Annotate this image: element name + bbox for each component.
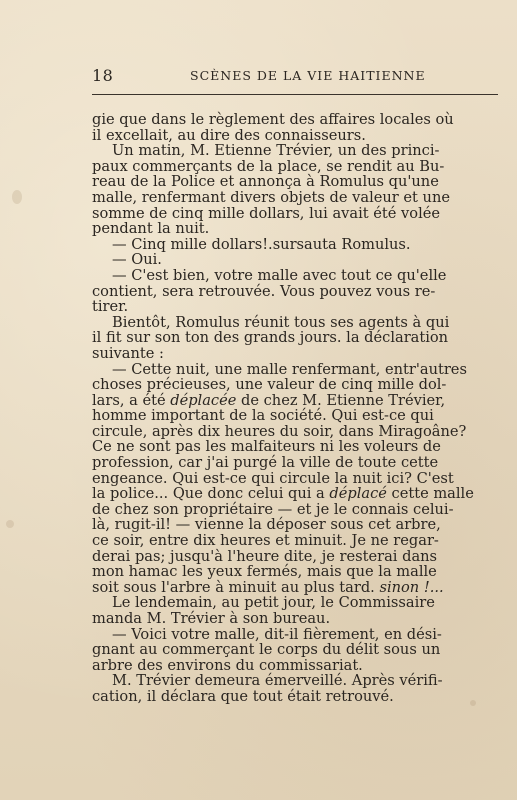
text-run: profession, car j'ai purgé la ville de toute cette	[92, 454, 439, 472]
text-run: là, rugit-il! — vienne la déposer sous cet arbre,	[92, 516, 441, 534]
text-run: malle, renfermant divers objets de valeur et une	[92, 188, 450, 206]
text-line	[92, 112, 502, 128]
text-line	[92, 252, 502, 268]
text-run: soit sous l'arbre à minuit au plus tard.	[92, 578, 380, 596]
header-rule	[92, 94, 498, 95]
text-line	[92, 424, 502, 440]
text-run: tirer.	[92, 298, 129, 316]
text-run: — Cette nuit, une malle renfermant, entr'autres	[112, 360, 467, 378]
text-line	[92, 486, 502, 502]
text-line	[92, 268, 502, 284]
italic-run: déplacée	[170, 391, 237, 409]
text-line	[92, 190, 502, 206]
text-run: homme important de la société. Qui est-ce qui	[92, 407, 434, 425]
text-line	[92, 299, 502, 315]
text-run: derai pas; jusqu'à l'heure dite, je resterai dans	[92, 547, 438, 565]
body-text	[92, 112, 502, 705]
text-run: pendant la nuit.	[92, 220, 210, 238]
paper-stain	[6, 520, 14, 528]
text-run: contient, sera retrouvée. Vous pouvez vous re-	[92, 282, 436, 300]
text-line	[92, 143, 502, 159]
text-line	[92, 408, 502, 424]
text-line	[92, 502, 502, 518]
text-line	[92, 128, 502, 144]
text-run: M. Trévier demeura émerveillé. Après vérifi-	[112, 672, 443, 690]
text-run: de chez son propriétaire — et je le connais celui-	[92, 500, 454, 518]
text-line	[92, 346, 502, 362]
text-run: gie que dans le règlement des affaires locales où	[92, 111, 454, 128]
text-line	[92, 439, 502, 455]
text-run: la police... Que donc celui qui a	[92, 485, 330, 503]
italic-run: déplacé	[329, 485, 387, 503]
italic-run: sinon !...	[379, 578, 444, 596]
text-line	[92, 284, 502, 300]
text-run: reau de la Police et annonça à Romulus qu'une	[92, 173, 439, 191]
text-run: ce soir, entre dix heures et minuit. Je ne regar-	[92, 532, 439, 550]
text-line	[92, 533, 502, 549]
text-line	[92, 564, 502, 580]
text-line	[92, 393, 502, 409]
text-line	[92, 611, 502, 627]
text-run: Un matin, M. Etienne Trévier, un des princi-	[112, 142, 440, 160]
text-run: — Voici votre malle, dit-il fièrement, en dési-	[112, 625, 442, 643]
text-line	[92, 206, 502, 222]
text-line	[92, 549, 502, 565]
text-line	[92, 237, 502, 253]
text-run: arbre des environs du commissariat.	[92, 656, 363, 674]
text-line	[92, 362, 502, 378]
text-run: lars, a été	[92, 391, 171, 409]
text-run: il excellait, au dire des connaisseurs.	[92, 126, 366, 144]
text-run: — C'est bien, votre malle avec tout ce qu'elle	[112, 266, 447, 284]
text-line	[92, 159, 502, 175]
text-run: — Oui.	[112, 251, 162, 269]
text-run: manda M. Trévier à son bureau.	[92, 610, 331, 627]
text-line	[92, 174, 502, 190]
text-run: engeance. Qui est-ce qui circule la nuit ici? C'est	[92, 469, 454, 487]
text-run: gnant au commerçant le corps du délit sous un	[92, 641, 441, 659]
text-run: Ce ne sont pas les malfaiteurs ni les voleurs de	[92, 438, 441, 456]
text-run: cette malle	[386, 485, 474, 503]
paper-stain	[12, 190, 22, 204]
text-run: cation, il déclara que tout était retrouvé.	[92, 687, 394, 705]
text-line	[92, 580, 502, 596]
text-line	[92, 377, 502, 393]
text-line	[92, 221, 502, 237]
text-line	[92, 642, 502, 658]
running-title: SCÈNES DE LA VIE HAITIENNE	[190, 68, 426, 83]
text-run: — Cinq mille dollars!.sursauta Romulus.	[112, 235, 411, 253]
text-line	[92, 471, 502, 487]
text-run: choses précieuses, une valeur de cinq mille dol-	[92, 376, 447, 394]
text-run: Le lendemain, au petit jour, le Commissaire	[112, 594, 435, 612]
text-line	[92, 315, 502, 331]
text-line	[92, 595, 502, 611]
page-header	[92, 66, 502, 88]
text-run: mon hamac les yeux fermés, mais que la malle	[92, 563, 437, 581]
page-number: 18	[92, 66, 114, 85]
text-line	[92, 455, 502, 471]
text-run: suivante :	[92, 344, 164, 362]
text-run: somme de cinq mille dollars, lui avait été volée	[92, 204, 441, 222]
text-run: paux commerçants de la place, se rendit au Bu-	[92, 157, 445, 175]
text-line	[92, 689, 502, 705]
text-run: Bientôt, Romulus réunit tous ses agents à qui	[112, 313, 450, 331]
text-line	[92, 330, 502, 346]
text-line	[92, 673, 502, 689]
text-run: circule, après dix heures du soir, dans Miragoâne?	[92, 422, 467, 440]
text-line	[92, 658, 502, 674]
text-line	[92, 627, 502, 643]
text-run: il fit sur son ton des grands jours. la déclaration	[92, 329, 449, 347]
text-line	[92, 517, 502, 533]
text-run: de chez M. Etienne Trévier,	[236, 391, 446, 409]
